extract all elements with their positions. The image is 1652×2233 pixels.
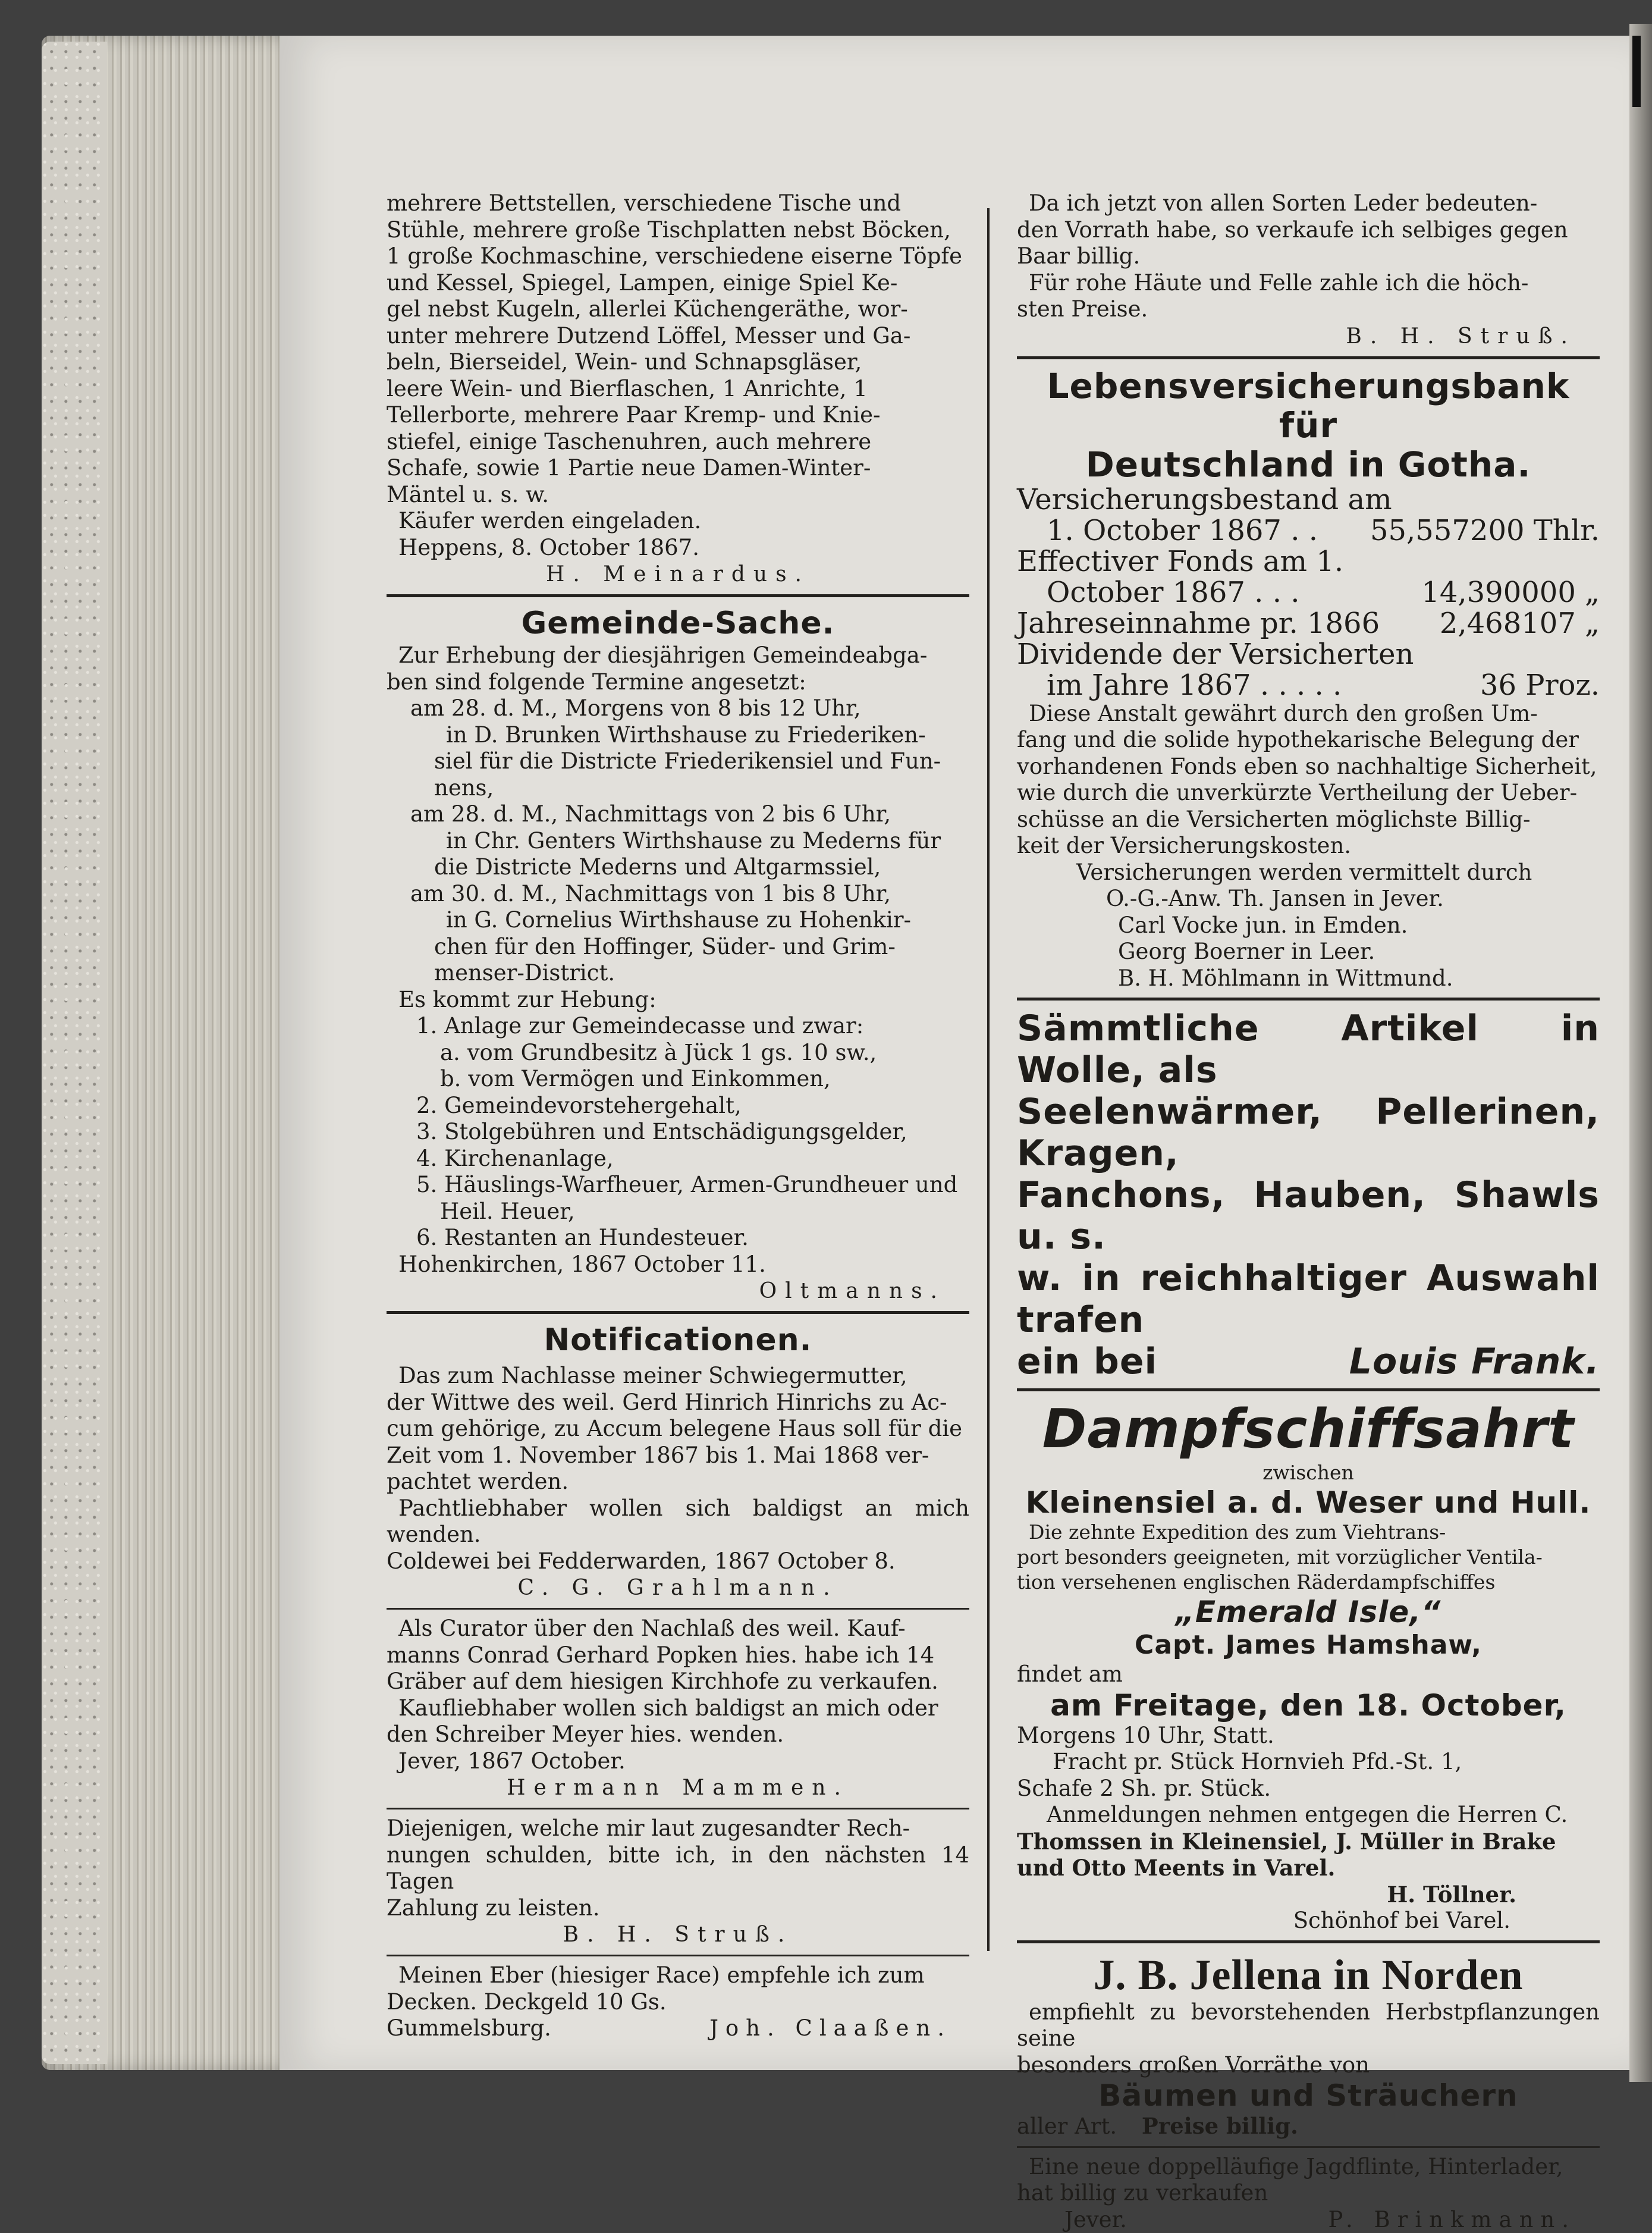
text-line xyxy=(1017,2113,1600,2140)
table-row xyxy=(1017,546,1600,577)
text-line: port besonders geeigneten, mit vorzüglicher Ventila- xyxy=(1017,1545,1600,1570)
lebensversicherung-ad xyxy=(1017,366,1600,992)
text-line: wie durch die unverkürzte Vertheilung der Ueber- xyxy=(1017,780,1600,807)
figures-table xyxy=(1017,484,1600,701)
text-line: Schafe 2 Sh. pr. Stück. xyxy=(1017,1776,1600,1802)
notice-rule xyxy=(387,1608,969,1610)
text-line: Zur Erhebung der diesjährigen Gemeindeabga- xyxy=(387,642,969,669)
row-value: 55,557200 Thlr. xyxy=(1370,515,1600,546)
text-line: manns Conrad Gerhard Popken hies. habe ich 14 xyxy=(387,1642,969,1669)
text-line: der Wittwe des weil. Gerd Hinrich Hinrichs zu Ac- xyxy=(387,1390,969,1416)
text-line: stiefel, einige Taschenuhren, auch mehrere xyxy=(387,429,969,456)
row-label: im Jahre 1867 . . . . . xyxy=(1047,670,1342,701)
text-line: Gräber auf dem hiesigen Kirchhofe zu verkaufen. xyxy=(387,1669,969,1695)
text-line: fang und die solide hypothekarische Belegung der xyxy=(1017,727,1600,754)
text-line: Morgens 10 Uhr, Statt. xyxy=(1017,1723,1600,1749)
text-line: Decken. Deckgeld 10 Gs. xyxy=(387,1989,969,2016)
row-label: Dividende der Versicherten xyxy=(1017,639,1414,670)
text-line: hat billig zu verkaufen xyxy=(1017,2180,1600,2207)
text-line: Kaufliebhaber wollen sich baldigst an mich oder xyxy=(387,1695,969,1722)
text-line: Schafe, sowie 1 Partie neue Damen-Winter- xyxy=(387,455,969,482)
list-item: Carl Vocke jun. in Emden. xyxy=(1106,912,1600,939)
price-note: Preise billig. xyxy=(1142,2113,1298,2139)
section-rule xyxy=(1017,356,1600,359)
text-fragment: aller Art. xyxy=(1017,2113,1117,2139)
hebung-list xyxy=(387,1013,969,1252)
list-item: a. vom Grundbesitz à Jück 1 gs. 10 sw., xyxy=(416,1040,969,1067)
text-line: Baar billig. xyxy=(1017,243,1600,270)
text-line: und Otto Meents in Varel. xyxy=(1017,1855,1600,1881)
text-line: Als Curator über den Nachlaß des weil. Kauf- xyxy=(387,1616,969,1642)
row-value: 36 Proz. xyxy=(1480,670,1600,701)
section-rule xyxy=(1017,1940,1600,1943)
merchant-name: Louis Frank. xyxy=(1349,1341,1600,1382)
column-divider xyxy=(987,208,990,1951)
ad-heading: Lebensversicherungsbank für xyxy=(1017,366,1600,445)
text-line: pachtet werden. xyxy=(387,1469,969,1495)
ad-heading: Dampfschiffsahrt xyxy=(1017,1398,1600,1460)
term-line: menser-District. xyxy=(410,960,969,987)
table-row xyxy=(1017,515,1600,546)
text-line: tion versehenen englischen Räderdampfschiffes xyxy=(1017,1570,1600,1595)
term-list xyxy=(387,695,969,987)
list-item: 4. Kirchenanlage, xyxy=(416,1146,969,1172)
row-label: 1. October 1867 . . xyxy=(1047,515,1318,546)
captain-name: Capt. James Hamshaw, xyxy=(1017,1629,1600,1661)
text-line: Anmeldungen nehmen entgegen die Herren C. xyxy=(1017,1802,1600,1829)
signature: Oltmanns. xyxy=(387,1278,969,1305)
text-line: empfiehlt zu bevorstehenden Herbstpflanzungen seine xyxy=(1017,1999,1600,2052)
text-line: Jever, 1867 October. xyxy=(387,1748,969,1775)
route-line: Kleinensiel a. d. Weser und Hull. xyxy=(1017,1485,1600,1520)
text-line: 1 große Kochmaschine, verschiedene eiserne Töpfe xyxy=(387,243,969,270)
text-line: Eine neue doppelläufige Jagdflinte, Hinterlader, xyxy=(1017,2154,1600,2181)
dampfschiff-ad xyxy=(1017,1398,1600,1934)
place-date: Hohenkirchen, 1867 October 11. xyxy=(387,1252,969,1278)
text-line: vorhandenen Fonds eben so nachhaltige Sicherheit, xyxy=(1017,754,1600,780)
table-row xyxy=(1017,670,1600,701)
list-item: Heil. Heuer, xyxy=(416,1199,969,1225)
text-line: Zeit vom 1. November 1867 bis 1. Mai 1868 ver- xyxy=(387,1442,969,1469)
place-signature-row xyxy=(1017,2207,1600,2233)
notice-rule xyxy=(1017,2146,1600,2148)
place-date: Heppens, 8. October 1867. xyxy=(387,535,969,562)
term-line: am 28. d. M., Morgens von 8 bis 12 Uhr, xyxy=(410,695,969,722)
text-line: findet am xyxy=(1017,1661,1600,1688)
table-row xyxy=(1017,484,1600,515)
text-line: Meinen Eber (hiesiger Race) empfehle ich zum xyxy=(387,1962,969,1989)
text-line: zwischen xyxy=(1017,1460,1600,1485)
text-line: Tellerborte, mehrere Paar Kremp- und Knie- xyxy=(387,402,969,429)
text-line: Diese Anstalt gewährt durch den großen Um- xyxy=(1017,701,1600,727)
signature: B. H. Struß. xyxy=(1017,323,1600,350)
text-line: Versicherungen werden vermittelt durch xyxy=(1017,860,1600,886)
section-rule xyxy=(1017,1388,1600,1391)
text-line: ben sind folgende Termine angesetzt: xyxy=(387,669,969,696)
text-line: Es kommt zur Hebung: xyxy=(387,987,969,1014)
text-line: leere Wein- und Bierflaschen, 1 Anrichte, 1 xyxy=(387,376,969,403)
wolle-ad xyxy=(1017,1008,1600,1382)
text-line: Diejenigen, welche mir laut zugesandter Rech- xyxy=(387,1815,969,1842)
section-heading: Gemeinde-Sache. xyxy=(387,604,969,642)
section-heading: Notificationen. xyxy=(387,1321,969,1359)
facing-page-edge xyxy=(1629,24,1652,2082)
text-line: Da ich jetzt von allen Sorten Leder bedeuten- xyxy=(1017,190,1600,217)
signature: B. H. Struß. xyxy=(387,1921,969,1949)
agent-list xyxy=(1017,886,1600,992)
list-item: 6. Restanten an Hundesteuer. xyxy=(416,1225,969,1252)
signature: Joh. Claaßen. xyxy=(709,2015,969,2042)
text-line: Käufer werden eingeladen. xyxy=(387,508,969,535)
text-line: mehrere Bettstellen, verschiedene Tische und xyxy=(387,190,969,217)
right-column xyxy=(1017,190,1600,2233)
section-rule xyxy=(387,594,969,597)
text-line: beln, Bierseidel, Wein- und Schnapsgläser, xyxy=(387,349,969,376)
text-line: cum gehörige, zu Accum belegene Haus soll für die xyxy=(387,1416,969,1442)
text-line: gel nebst Kugeln, allerlei Küchengeräthe, wor- xyxy=(387,296,969,323)
signature: H. Meinardus. xyxy=(387,561,969,588)
ad-line: Sämmtliche Artikel in Wolle, als xyxy=(1017,1008,1600,1091)
list-item: 1. Anlage zur Gemeindecasse und zwar: xyxy=(416,1013,969,1040)
text-line: sten Preise. xyxy=(1017,296,1600,323)
text-line: Coldewei bei Fedderwarden, 1867 October 8. xyxy=(387,1548,969,1575)
text-line: Zahlung zu leisten. xyxy=(387,1895,969,1922)
term-line: am 30. d. M., Nachmittags von 1 bis 8 Uhr, xyxy=(410,881,969,908)
notifications xyxy=(387,1321,969,2042)
term-line: nens, xyxy=(410,775,969,802)
row-value: 14,390000 „ xyxy=(1421,577,1600,608)
ad-line: w. in reichhaltiger Auswahl trafen xyxy=(1017,1257,1600,1341)
place: Jever. xyxy=(1064,2207,1127,2233)
table-row xyxy=(1017,639,1600,670)
ad-highlight: Bäumen und Sträuchern xyxy=(1017,2078,1600,2113)
text-line: Die zehnte Expedition des zum Viehtrans- xyxy=(1017,1520,1600,1545)
text-line: unter mehrere Dutzend Löffel, Messer und Ga- xyxy=(387,323,969,350)
date-line: am Freitage, den 18. October, xyxy=(1017,1688,1600,1723)
text-line: Das zum Nachlasse meiner Schwiegermutter, xyxy=(387,1363,969,1390)
list-item: O.-G.-Anw. Th. Jansen in Jever. xyxy=(1106,886,1600,912)
term-line: in D. Brunken Wirthshause zu Friederiken- xyxy=(410,722,969,749)
table-row xyxy=(1017,577,1600,608)
page-marker xyxy=(1632,36,1641,107)
book-cover-edge xyxy=(42,42,107,2064)
text-line: besonders großen Vorräthe von xyxy=(1017,2052,1600,2079)
term-line: siel für die Districte Friederikensiel und Fun- xyxy=(410,748,969,775)
signature-place: Schönhof bei Varel. xyxy=(1017,1908,1600,1934)
ad-text: ein bei xyxy=(1017,1341,1157,1382)
text-line: nungen schulden, bitte ich, in den nächsten 14 Tagen xyxy=(387,1842,969,1895)
list-item: 2. Gemeindevorstehergehalt, xyxy=(416,1093,969,1119)
list-item: 3. Stolgebühren und Entschädigungsgelder, xyxy=(416,1119,969,1146)
row-label: Jahreseinnahme pr. 1866 xyxy=(1017,608,1380,639)
text-line: Fracht pr. Stück Hornvieh Pfd.-St. 1, xyxy=(1017,1749,1600,1776)
auction-notice xyxy=(387,190,969,588)
notice-rule xyxy=(387,1808,969,1809)
text-line: Für rohe Häute und Felle zahle ich die höch- xyxy=(1017,270,1600,297)
ad-heading: J. B. Jellena in Norden xyxy=(1017,1950,1600,1999)
jagdflinte-notice xyxy=(1017,2154,1600,2233)
leder-notice xyxy=(1017,190,1600,350)
jellena-ad xyxy=(1017,1950,1600,2140)
text-line: und Kessel, Spiegel, Lampen, einige Spiel Ke- xyxy=(387,270,969,297)
list-item: B. H. Möhlmann in Wittmund. xyxy=(1106,965,1600,992)
list-item: 5. Häuslings-Warfheuer, Armen-Grundheuer und xyxy=(416,1172,969,1199)
text-line: Mäntel u. s. w. xyxy=(387,482,969,509)
signature: P. Brinkmann. xyxy=(1328,2207,1600,2233)
text-line: schüsse an die Versicherten möglichste Billig- xyxy=(1017,807,1600,833)
list-item: b. vom Vermögen und Einkommen, xyxy=(416,1066,969,1093)
ad-line xyxy=(1017,1341,1600,1382)
place-signature-row xyxy=(387,2015,969,2042)
term-line: am 28. d. M., Nachmittags von 2 bis 6 Uhr, xyxy=(410,801,969,828)
text-line: den Schreiber Meyer hies. wenden. xyxy=(387,1721,969,1748)
row-label: October 1867 . . . xyxy=(1047,577,1299,608)
ad-line: Seelenwärmer, Pellerinen, Kragen, xyxy=(1017,1091,1600,1174)
text-line: Stühle, mehrere große Tischplatten nebst Böcken, xyxy=(387,217,969,244)
row-label: Effectiver Fonds am 1. xyxy=(1017,546,1343,577)
gemeinde-notice xyxy=(387,604,969,1305)
section-rule xyxy=(1017,998,1600,1001)
notice-rule xyxy=(387,1955,969,1956)
text-line: keit der Versicherungskosten. xyxy=(1017,833,1600,860)
left-column xyxy=(387,190,969,2042)
text-line: den Vorrath habe, so verkaufe ich selbiges gegen xyxy=(1017,217,1600,244)
signature: Hermann Mammen. xyxy=(387,1774,969,1802)
text-line: Thomssen in Kleinensiel, J. Müller in Brake xyxy=(1017,1829,1600,1855)
term-line: in G. Cornelius Wirthshause zu Hohenkir- xyxy=(410,907,969,934)
text-line: Pachtliebhaber wollen sich baldigst an mich wenden. xyxy=(387,1495,969,1548)
list-item: Georg Boerner in Leer. xyxy=(1106,939,1600,965)
signature: C. G. Grahlmann. xyxy=(387,1575,969,1602)
row-label: Versicherungsbestand am xyxy=(1017,484,1392,515)
row-value: 2,468107 „ xyxy=(1440,608,1600,639)
ship-name: „Emerald Isle,“ xyxy=(1017,1595,1600,1629)
section-rule xyxy=(387,1311,969,1314)
term-line: in Chr. Genters Wirthshause zu Mederns für xyxy=(410,828,969,855)
signature: H. Töllner. xyxy=(1017,1881,1600,1908)
term-line: chen für den Hoffinger, Süder- und Grim- xyxy=(410,934,969,961)
term-line: die Districte Mederns und Altgarmssiel, xyxy=(410,854,969,881)
table-row xyxy=(1017,608,1600,639)
place: Gummelsburg. xyxy=(387,2015,551,2042)
ad-line: Fanchons, Hauben, Shawls u. s. xyxy=(1017,1174,1600,1257)
ad-heading: Deutschland in Gotha. xyxy=(1017,445,1600,484)
